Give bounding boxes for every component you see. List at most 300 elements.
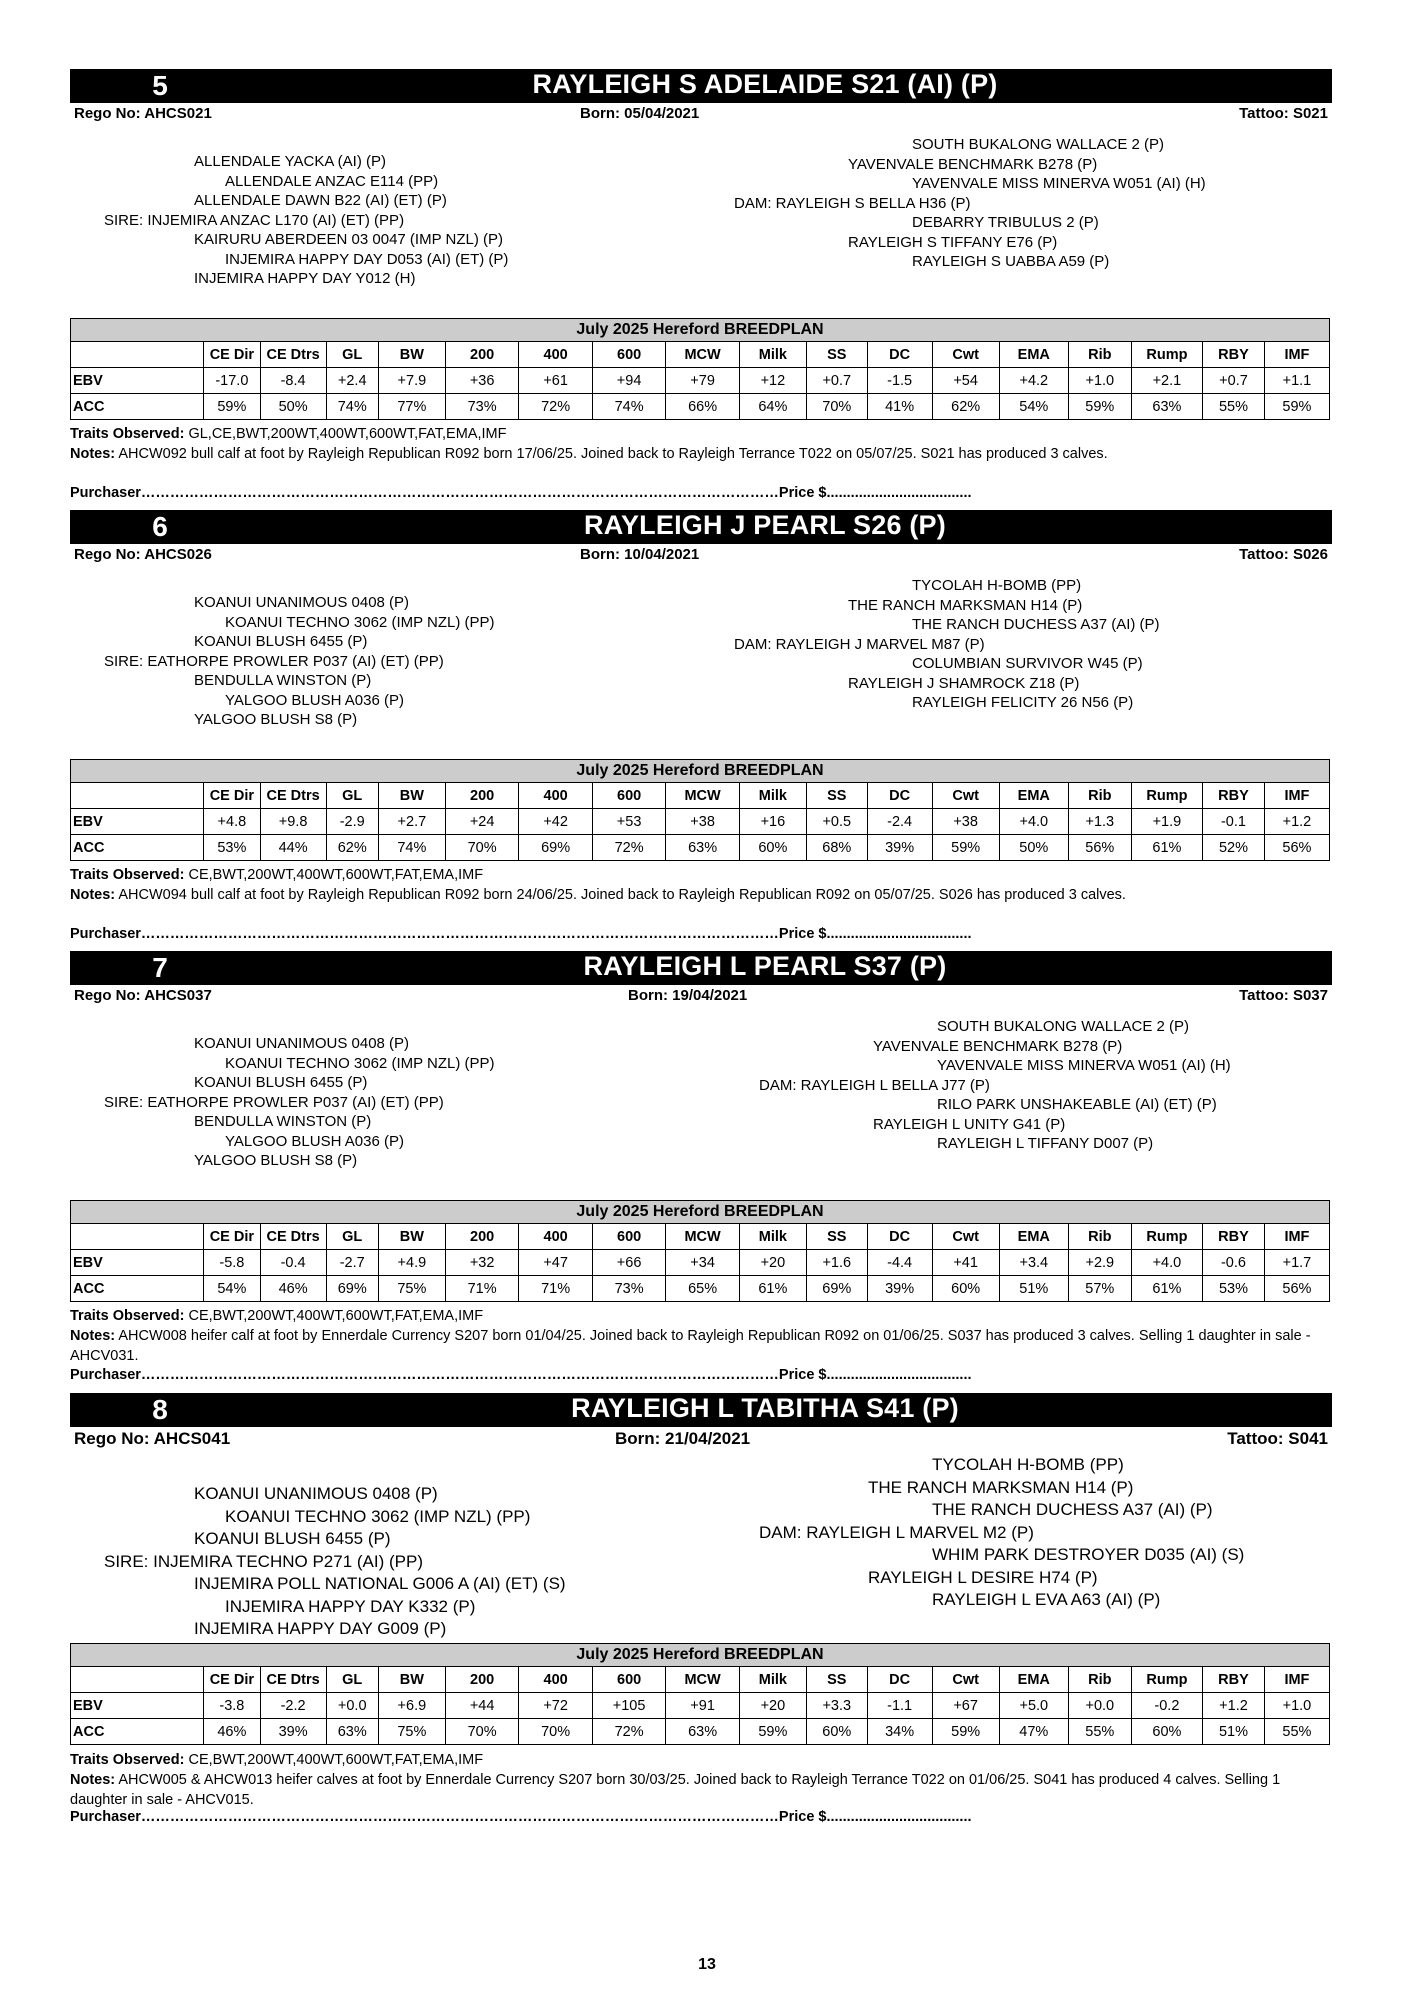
sire-ancestor: KOANUI TECHNO 3062 (IMP NZL) (PP) (225, 1054, 495, 1072)
acc-value: 72% (592, 1719, 665, 1745)
acc-row (71, 394, 1330, 420)
dam-ancestor: RAYLEIGH FELICITY 26 N56 (P) (912, 694, 1134, 711)
trait-header: GL (326, 1667, 378, 1693)
trait-header: CE Dtrs (260, 1224, 326, 1250)
trait-header: DC (867, 783, 932, 809)
ebv-value: +1.2 (1264, 809, 1329, 835)
dam-ancestor: COLUMBIAN SURVIVOR W45 (P) (912, 655, 1143, 672)
traits-observed-label: Traits Observed: (70, 1308, 185, 1324)
ebv-value: +2.4 (326, 368, 378, 394)
sire-ancestor: INJEMIRA HAPPY DAY D053 (AI) (ET) (P) (225, 250, 509, 268)
traits-observed-value: CE,BWT,200WT,400WT,600WT,FAT,EMA,IMF (188, 867, 484, 883)
ebv-value: +53 (592, 809, 665, 835)
breedplan-table (70, 1643, 1330, 1745)
acc-value: 61% (1131, 835, 1202, 861)
trait-header: IMF (1264, 342, 1329, 368)
trait-header: Cwt (932, 1667, 999, 1693)
lot-entry (70, 1393, 1332, 1823)
acc-value: 59% (739, 1719, 806, 1745)
breedplan-title: July 2025 Hereford BREEDPLAN (71, 319, 1330, 342)
ebv-value: +1.1 (1264, 368, 1329, 394)
trait-header: RBY (1203, 783, 1265, 809)
rego-number: Rego No: AHCS041 (74, 1429, 231, 1448)
acc-row (71, 1276, 1330, 1302)
notes-value: AHCW008 heifer calf at foot by Ennerdale Currency S207 born 01/04/25. Joined back to Rayleigh Republican R092 on 01/06/25. S037 has produced 3 calves. Selling 1 daughter in sale - AHCV031. (70, 1328, 1311, 1364)
trait-header: Rib (1068, 783, 1131, 809)
trait-header: Cwt (932, 1224, 999, 1250)
ebv-value: -1.1 (867, 1693, 932, 1719)
header-blank-cell (71, 342, 204, 368)
sire-name: SIRE: EATHORPE PROWLER P037 (AI) (ET) (PP) (104, 652, 444, 670)
acc-value: 69% (326, 1276, 378, 1302)
acc-value: 55% (1068, 1719, 1131, 1745)
lot-header (70, 951, 1332, 985)
traits-observed-label: Traits Observed: (70, 1752, 185, 1768)
ebv-value: +0.7 (806, 368, 867, 394)
acc-value: 70% (445, 1719, 518, 1745)
trait-header: 200 (445, 1667, 518, 1693)
birth-date: Born: 19/04/2021 (628, 987, 748, 1004)
ebv-label: EBV (71, 1693, 204, 1719)
ebv-value: +34 (666, 1250, 739, 1276)
sire-ancestor: KOANUI TECHNO 3062 (IMP NZL) (PP) (225, 1506, 531, 1526)
acc-value: 50% (999, 835, 1068, 861)
ebv-value: -2.4 (867, 809, 932, 835)
traits-notes (70, 424, 1332, 464)
sire-ancestor: ALLENDALE DAWN B22 (AI) (ET) (P) (194, 192, 447, 209)
ebv-value: +24 (445, 809, 518, 835)
traits-observed-line (70, 1306, 1332, 1326)
ebv-value: -2.2 (260, 1693, 326, 1719)
notes-label: Notes: (70, 1772, 116, 1788)
ebv-value: -0.6 (1203, 1250, 1265, 1276)
trait-header: RBY (1203, 342, 1265, 368)
sire-ancestor: KOANUI BLUSH 6455 (P) (194, 1529, 391, 1548)
ebv-value: +4.8 (204, 809, 260, 835)
traits-observed-value: CE,BWT,200WT,400WT,600WT,FAT,EMA,IMF (188, 1752, 484, 1768)
traits-observed-value: GL,CE,BWT,200WT,400WT,600WT,FAT,EMA,IMF (188, 426, 507, 442)
ebv-label: EBV (71, 1250, 204, 1276)
trait-header: BW (378, 783, 445, 809)
acc-value: 73% (445, 394, 518, 420)
acc-value: 70% (519, 1719, 592, 1745)
lot-header (70, 1393, 1332, 1427)
acc-value: 74% (326, 394, 378, 420)
header-blank-cell (71, 1224, 204, 1250)
trait-header: IMF (1264, 1667, 1329, 1693)
trait-header: 400 (519, 1667, 592, 1693)
ebv-value: +1.0 (1264, 1693, 1329, 1719)
tattoo: Tattoo: S041 (1227, 1429, 1328, 1448)
ebv-value: +20 (739, 1250, 806, 1276)
trait-header: 400 (519, 342, 592, 368)
dam-ancestor: RAYLEIGH L UNITY G41 (P) (873, 1115, 1066, 1133)
trait-header: 600 (592, 342, 665, 368)
trait-header: MCW (666, 1667, 739, 1693)
trait-header: MCW (666, 783, 739, 809)
acc-value: 60% (1131, 1719, 1202, 1745)
trait-header: 600 (592, 1224, 665, 1250)
sire-ancestor: INJEMIRA POLL NATIONAL G006 A (AI) (ET) (S) (194, 1574, 566, 1593)
dam-ancestor: RAYLEIGH L DESIRE H74 (P) (868, 1567, 1098, 1587)
header-blank-cell (71, 1667, 204, 1693)
notes-line (70, 444, 1332, 464)
dam-ancestor: YAVENVALE MISS MINERVA W051 (AI) (H) (937, 1057, 1231, 1074)
ebv-value: +2.1 (1131, 368, 1202, 394)
acc-value: 46% (260, 1276, 326, 1302)
ebv-value: +1.6 (806, 1250, 867, 1276)
birth-date: Born: 10/04/2021 (580, 546, 700, 563)
traits-observed-label: Traits Observed: (70, 867, 185, 883)
trait-header: 400 (519, 783, 592, 809)
ebv-value: +66 (592, 1250, 665, 1276)
dam-ancestor: THE RANCH DUCHESS A37 (AI) (P) (932, 1500, 1213, 1519)
acc-value: 59% (932, 835, 999, 861)
purchaser-price-line[interactable]: Purchaser……………………………………………………………………………………………………………………Price $.................................... (70, 1367, 972, 1383)
rego-number: Rego No: AHCS037 (74, 987, 212, 1004)
acc-row (71, 1719, 1330, 1745)
header-blank-cell (71, 783, 204, 809)
notes-value: AHCW094 bull calf at foot by Rayleigh Republican R092 born 24/06/25. Joined back to Rayleigh Republican R092 on 05/07/25. S026 has produced 3 calves. (118, 887, 1126, 903)
trait-header: Rib (1068, 342, 1131, 368)
acc-value: 56% (1264, 835, 1329, 861)
traits-notes (70, 865, 1332, 905)
sire-ancestor: KOANUI UNANIMOUS 0408 (P) (194, 1035, 410, 1052)
lot-header (70, 510, 1332, 544)
lot-entry (70, 951, 1332, 1381)
purchaser-price-line[interactable]: Purchaser……………………………………………………………………………………………………………………Price $.................................... (70, 485, 972, 501)
lot-number: 5 (152, 70, 168, 101)
ebv-value: +0.7 (1203, 368, 1265, 394)
trait-header: BW (378, 342, 445, 368)
trait-header: Cwt (932, 783, 999, 809)
sire-ancestor: BENDULLA WINSTON (P) (194, 672, 372, 689)
acc-value: 62% (932, 394, 999, 420)
ebv-value: +4.0 (999, 809, 1068, 835)
lot-header (70, 69, 1332, 103)
dam-name: DAM: RAYLEIGH S BELLA H36 (P) (734, 194, 971, 212)
ebv-value: +44 (445, 1693, 518, 1719)
animal-meta (70, 105, 1332, 125)
sire-ancestor: YALGOO BLUSH S8 (P) (194, 1152, 358, 1169)
acc-value: 71% (445, 1276, 518, 1302)
dam-ancestor: YAVENVALE MISS MINERVA W051 (AI) (H) (912, 175, 1206, 192)
ebv-value: +42 (519, 809, 592, 835)
notes-value: AHCW005 & AHCW013 heifer calves at foot by Ennerdale Currency S207 born 30/03/25. Joined back to Rayleigh Terrance T022 on 01/06/25. S041 has produced 4 calves. Selling 1 daughter in sale - AHCV015. (70, 1772, 1281, 1808)
lot-number: 8 (152, 1394, 168, 1425)
trait-header: Milk (739, 342, 806, 368)
ebv-value: +4.9 (378, 1250, 445, 1276)
acc-value: 64% (739, 394, 806, 420)
notes-label: Notes: (70, 1328, 116, 1344)
trait-header: DC (867, 1667, 932, 1693)
dam-name: DAM: RAYLEIGH J MARVEL M87 (P) (734, 635, 985, 653)
acc-value: 63% (666, 1719, 739, 1745)
ebv-value: +6.9 (378, 1693, 445, 1719)
sire-ancestor: ALLENDALE YACKA (AI) (P) (194, 153, 387, 170)
ebv-value: +12 (739, 368, 806, 394)
trait-header: EMA (999, 783, 1068, 809)
acc-value: 65% (666, 1276, 739, 1302)
dam-name: DAM: RAYLEIGH L BELLA J77 (P) (759, 1076, 990, 1094)
ebv-value: +91 (666, 1693, 739, 1719)
trait-header: Rump (1131, 342, 1202, 368)
sire-ancestor: KAIRURU ABERDEEN 03 0047 (IMP NZL) (P) (194, 231, 503, 248)
trait-header: DC (867, 1224, 932, 1250)
notes-label: Notes: (70, 446, 116, 462)
acc-value: 59% (204, 394, 260, 420)
dam-ancestor: WHIM PARK DESTROYER D035 (AI) (S) (932, 1545, 1245, 1564)
ebv-value: +94 (592, 368, 665, 394)
ebv-value: +41 (932, 1250, 999, 1276)
acc-value: 52% (1203, 835, 1265, 861)
breedplan-title-row (71, 1644, 1330, 1667)
trait-header: 600 (592, 1667, 665, 1693)
notes-label: Notes: (70, 887, 116, 903)
ebv-value: +72 (519, 1693, 592, 1719)
trait-header: SS (806, 1667, 867, 1693)
animal-name: RAYLEIGH J PEARL S26 (P) (584, 510, 946, 540)
dam-ancestor: RAYLEIGH S UABBA A59 (P) (912, 253, 1110, 270)
ebv-value: +1.3 (1068, 809, 1131, 835)
acc-value: 77% (378, 394, 445, 420)
trait-header: Rump (1131, 1667, 1202, 1693)
dam-ancestor: TYCOLAH H-BOMB (PP) (932, 1455, 1124, 1474)
ebv-value: +7.9 (378, 368, 445, 394)
acc-value: 60% (806, 1719, 867, 1745)
dam-ancestor: RILO PARK UNSHAKEABLE (AI) (ET) (P) (937, 1096, 1217, 1113)
dam-ancestor: RAYLEIGH S TIFFANY E76 (P) (848, 233, 1058, 251)
ebv-value: +1.7 (1264, 1250, 1329, 1276)
ebv-label: EBV (71, 368, 204, 394)
acc-value: 60% (932, 1276, 999, 1302)
ebv-value: +38 (666, 809, 739, 835)
trait-header: DC (867, 342, 932, 368)
trait-header-row (71, 783, 1330, 809)
acc-row (71, 835, 1330, 861)
notes-line (70, 885, 1332, 905)
acc-value: 50% (260, 394, 326, 420)
ebv-value: +1.9 (1131, 809, 1202, 835)
acc-value: 68% (806, 835, 867, 861)
purchaser-price-line[interactable]: Purchaser……………………………………………………………………………………………………………………Price $.................................... (70, 1809, 972, 1825)
ebv-value: -0.4 (260, 1250, 326, 1276)
sire-name: SIRE: INJEMIRA TECHNO P271 (AI) (PP) (104, 1551, 423, 1571)
acc-value: 46% (204, 1719, 260, 1745)
trait-header: Rib (1068, 1667, 1131, 1693)
ebv-value: +54 (932, 368, 999, 394)
page-number: 13 (698, 1956, 716, 1973)
lot-entry (70, 69, 1332, 499)
sire-ancestor: INJEMIRA HAPPY DAY Y012 (H) (194, 270, 416, 287)
trait-header: Rump (1131, 783, 1202, 809)
dam-ancestor: RAYLEIGH L EVA A63 (AI) (P) (932, 1590, 1161, 1609)
trait-header: BW (378, 1667, 445, 1693)
breedplan-title: July 2025 Hereford BREEDPLAN (71, 1644, 1330, 1667)
rego-number: Rego No: AHCS021 (74, 105, 212, 122)
ebv-value: +4.0 (1131, 1250, 1202, 1276)
ebv-value: +47 (519, 1250, 592, 1276)
trait-header: GL (326, 783, 378, 809)
acc-value: 74% (592, 394, 665, 420)
ebv-value: +105 (592, 1693, 665, 1719)
traits-notes (70, 1306, 1332, 1366)
acc-value: 47% (999, 1719, 1068, 1745)
trait-header: 200 (445, 1224, 518, 1250)
ebv-label: EBV (71, 809, 204, 835)
notes-value: AHCW092 bull calf at foot by Rayleigh Republican R092 born 17/06/25. Joined back to Rayleigh Terrance T022 on 05/07/25. S021 has produced 3 calves. (118, 446, 1108, 462)
trait-header: RBY (1203, 1224, 1265, 1250)
trait-header: SS (806, 1224, 867, 1250)
trait-header: EMA (999, 1667, 1068, 1693)
ebv-value: +3.4 (999, 1250, 1068, 1276)
sire-ancestor: INJEMIRA HAPPY DAY G009 (P) (194, 1619, 447, 1638)
acc-value: 70% (806, 394, 867, 420)
ebv-value: +2.9 (1068, 1250, 1131, 1276)
sire-ancestor: KOANUI BLUSH 6455 (P) (194, 1074, 368, 1091)
acc-value: 59% (932, 1719, 999, 1745)
dam-ancestor: THE RANCH MARKSMAN H14 (P) (848, 596, 1083, 614)
trait-header: BW (378, 1224, 445, 1250)
acc-label: ACC (71, 1276, 204, 1302)
ebv-value: +9.8 (260, 809, 326, 835)
acc-value: 61% (1131, 1276, 1202, 1302)
acc-value: 75% (378, 1719, 445, 1745)
ebv-value: +0.0 (1068, 1693, 1131, 1719)
trait-header: EMA (999, 1224, 1068, 1250)
animal-meta (70, 546, 1332, 566)
tattoo: Tattoo: S021 (1239, 105, 1328, 122)
ebv-value: -3.8 (204, 1693, 260, 1719)
trait-header: SS (806, 783, 867, 809)
trait-header: CE Dir (204, 342, 260, 368)
animal-meta (70, 987, 1332, 1007)
sire-ancestor: KOANUI BLUSH 6455 (P) (194, 633, 368, 650)
ebv-row (71, 809, 1330, 835)
ebv-value: +61 (519, 368, 592, 394)
ebv-value: +3.3 (806, 1693, 867, 1719)
ebv-value: +38 (932, 809, 999, 835)
trait-header: Milk (739, 783, 806, 809)
sire-name: SIRE: INJEMIRA ANZAC L170 (AI) (ET) (PP) (104, 211, 405, 229)
acc-value: 60% (739, 835, 806, 861)
acc-value: 34% (867, 1719, 932, 1745)
purchaser-price-line[interactable]: Purchaser……………………………………………………………………………………………………………………Price $.................................... (70, 926, 972, 942)
trait-header: RBY (1203, 1667, 1265, 1693)
trait-header: 200 (445, 342, 518, 368)
sire-ancestor: BENDULLA WINSTON (P) (194, 1113, 372, 1130)
acc-value: 51% (1203, 1719, 1265, 1745)
trait-header-row (71, 342, 1330, 368)
acc-value: 72% (519, 394, 592, 420)
trait-header: CE Dtrs (260, 1667, 326, 1693)
breedplan-title-row (71, 319, 1330, 342)
acc-value: 53% (204, 835, 260, 861)
ebv-value: -17.0 (204, 368, 260, 394)
acc-value: 53% (1203, 1276, 1265, 1302)
trait-header: CE Dir (204, 1667, 260, 1693)
acc-value: 72% (592, 835, 665, 861)
ebv-value: -0.1 (1203, 809, 1265, 835)
acc-value: 59% (1264, 394, 1329, 420)
traits-observed-line (70, 865, 1332, 885)
ebv-value: +16 (739, 809, 806, 835)
traits-notes (70, 1750, 1332, 1810)
ebv-value: -4.4 (867, 1250, 932, 1276)
lot-number: 6 (152, 511, 168, 542)
trait-header: 200 (445, 783, 518, 809)
ebv-row (71, 368, 1330, 394)
ebv-value: -5.8 (204, 1250, 260, 1276)
ebv-value: +0.5 (806, 809, 867, 835)
trait-header: GL (326, 342, 378, 368)
acc-value: 56% (1264, 1276, 1329, 1302)
acc-value: 69% (806, 1276, 867, 1302)
breedplan-table (70, 759, 1330, 861)
rego-number: Rego No: AHCS026 (74, 546, 212, 563)
trait-header: EMA (999, 342, 1068, 368)
dam-ancestor: THE RANCH MARKSMAN H14 (P) (868, 1477, 1134, 1497)
dam-ancestor: THE RANCH DUCHESS A37 (AI) (P) (912, 616, 1160, 633)
dam-ancestor: YAVENVALE BENCHMARK B278 (P) (848, 155, 1098, 173)
animal-name: RAYLEIGH L PEARL S37 (P) (583, 951, 947, 981)
acc-value: 63% (1131, 394, 1202, 420)
acc-value: 39% (867, 1276, 932, 1302)
dam-ancestor: YAVENVALE BENCHMARK B278 (P) (873, 1037, 1123, 1055)
birth-date: Born: 21/04/2021 (615, 1429, 751, 1448)
ebv-row (71, 1250, 1330, 1276)
acc-value: 39% (867, 835, 932, 861)
acc-value: 74% (378, 835, 445, 861)
breedplan-table (70, 318, 1330, 420)
trait-header: Milk (739, 1667, 806, 1693)
animal-name: RAYLEIGH S ADELAIDE S21 (AI) (P) (532, 69, 998, 99)
trait-header: CE Dir (204, 1224, 260, 1250)
acc-label: ACC (71, 835, 204, 861)
acc-value: 75% (378, 1276, 445, 1302)
acc-value: 59% (1068, 394, 1131, 420)
sire-ancestor: INJEMIRA HAPPY DAY K332 (P) (225, 1596, 476, 1616)
trait-header: MCW (666, 342, 739, 368)
dam-ancestor: TYCOLAH H-BOMB (PP) (912, 577, 1082, 594)
ebv-value: +4.2 (999, 368, 1068, 394)
trait-header: SS (806, 342, 867, 368)
trait-header: 400 (519, 1224, 592, 1250)
trait-header-row (71, 1667, 1330, 1693)
trait-header: CE Dtrs (260, 342, 326, 368)
trait-header: GL (326, 1224, 378, 1250)
acc-value: 66% (666, 394, 739, 420)
sire-ancestor: ALLENDALE ANZAC E114 (PP) (225, 172, 439, 190)
ebv-row (71, 1693, 1330, 1719)
acc-value: 57% (1068, 1276, 1131, 1302)
sire-ancestor: KOANUI TECHNO 3062 (IMP NZL) (PP) (225, 613, 495, 631)
acc-value: 71% (519, 1276, 592, 1302)
ebv-value: +32 (445, 1250, 518, 1276)
trait-header: 600 (592, 783, 665, 809)
acc-value: 63% (326, 1719, 378, 1745)
ebv-value: +20 (739, 1693, 806, 1719)
acc-label: ACC (71, 1719, 204, 1745)
acc-value: 63% (666, 835, 739, 861)
traits-observed-line (70, 424, 1332, 444)
ebv-value: +1.2 (1203, 1693, 1265, 1719)
animal-meta (70, 1429, 1332, 1449)
ebv-value: +1.0 (1068, 368, 1131, 394)
dam-name: DAM: RAYLEIGH L MARVEL M2 (P) (759, 1522, 1034, 1542)
lot-number: 7 (152, 952, 168, 983)
lot-entry (70, 510, 1332, 940)
